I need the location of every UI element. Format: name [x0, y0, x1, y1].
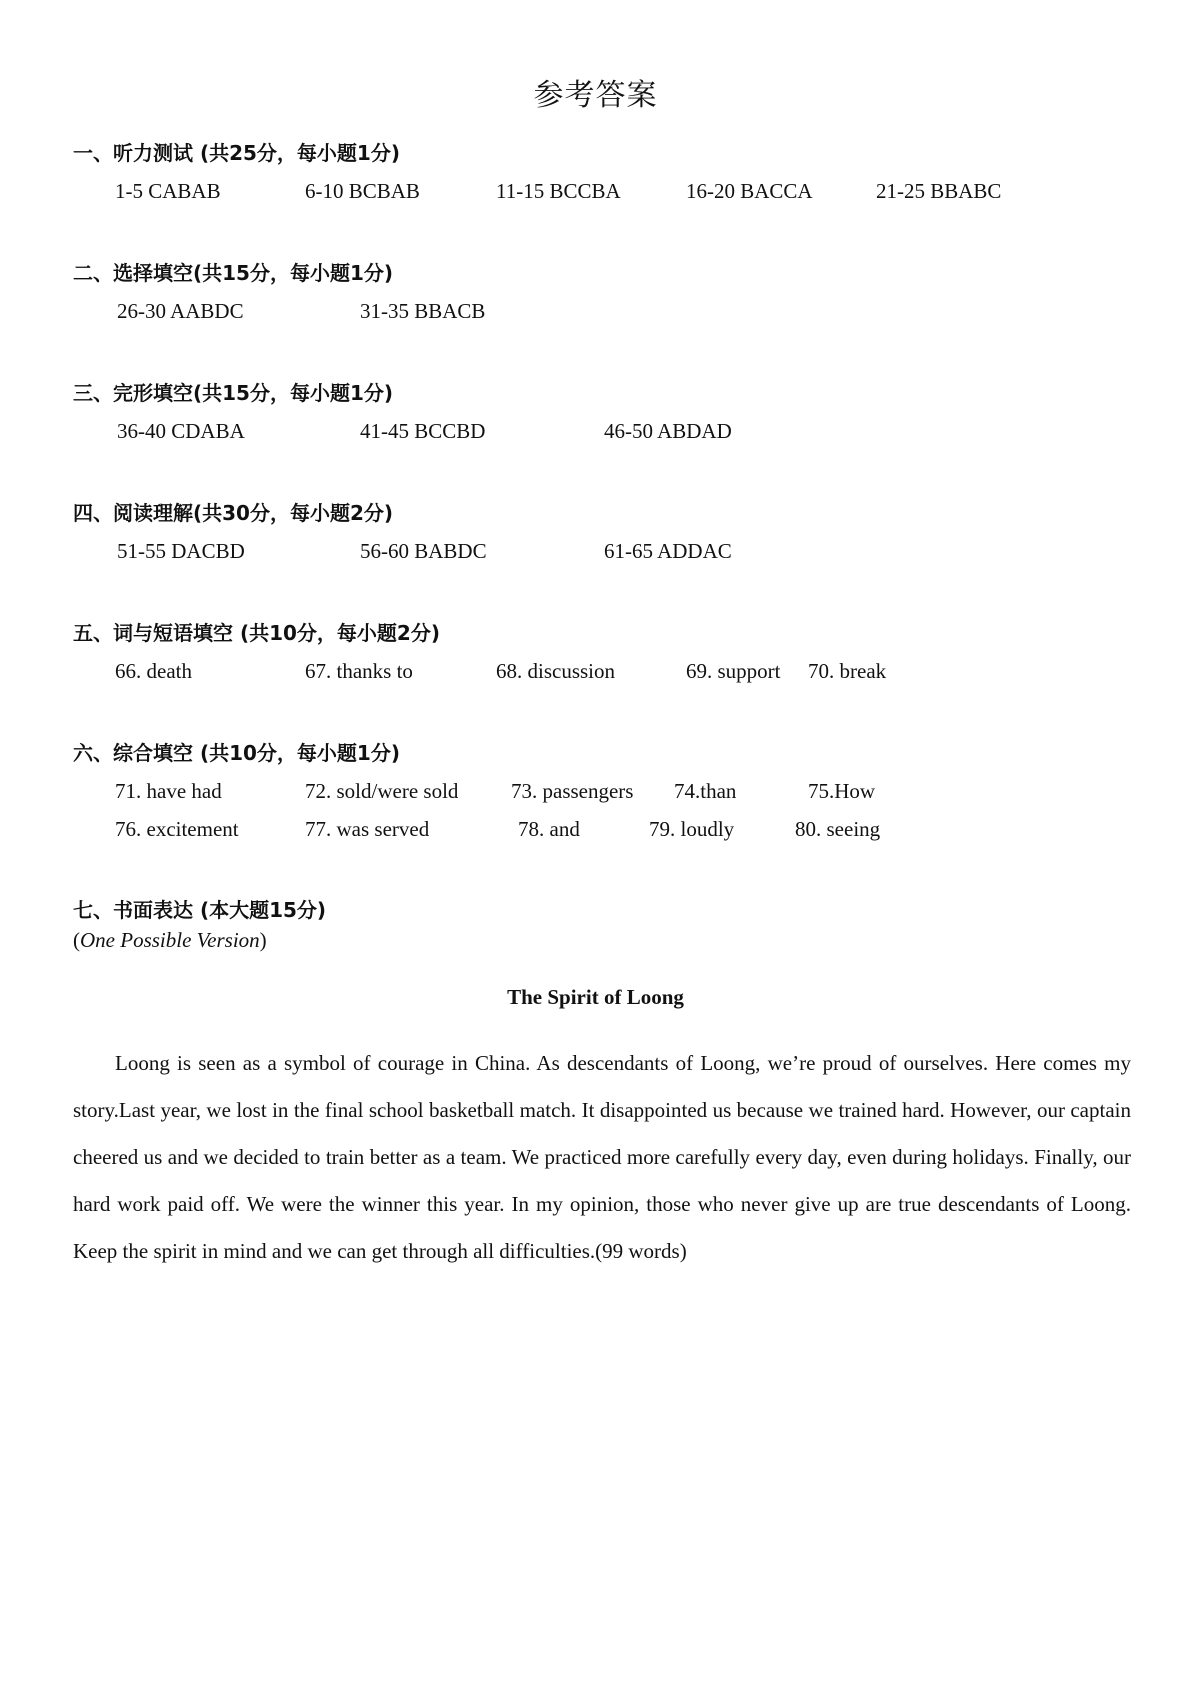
section-heading-listening: 一、听力测试 (共25分，每小题1分)	[73, 141, 400, 165]
answer-cell: 73. passengers	[511, 779, 634, 803]
answer-cell: 46-50 ABDAD	[604, 419, 732, 443]
answer-cell: 36-40 CDABA	[117, 419, 245, 443]
answer-cell: 80. seeing	[795, 817, 881, 841]
answer-cell: 77. was served	[305, 817, 430, 841]
version-note-text: One Possible Version	[80, 928, 260, 952]
answer-cell: 69. support	[686, 659, 781, 683]
answer-cell: 79. loudly	[649, 817, 735, 841]
answer-row	[0, 179, 1191, 207]
answer-row	[0, 659, 1191, 687]
answer-cell: 51-55 DACBD	[117, 539, 245, 563]
answer-cell: 74.than	[674, 779, 737, 803]
answer-cell: 6-10 BCBAB	[305, 179, 420, 203]
answer-cell: 61-65 ADDAC	[604, 539, 732, 563]
answer-cell: 78. and	[518, 817, 580, 841]
answer-cell: 71. have had	[115, 779, 222, 803]
answer-row	[0, 779, 1191, 807]
answer-cell: 56-60 BABDC	[360, 539, 487, 563]
essay-title: The Spirit of Loong	[507, 985, 684, 1009]
section-heading-multiple-choice: 二、选择填空(共15分，每小题1分)	[73, 261, 394, 285]
answer-cell: 11-15 BCCBA	[496, 179, 621, 203]
answer-cell: 41-45 BCCBD	[360, 419, 486, 443]
answer-cell: 70. break	[808, 659, 887, 683]
section-heading-comprehensive-fill: 六、综合填空 (共10分，每小题1分)	[73, 741, 400, 765]
answer-cell: 1-5 CABAB	[115, 179, 221, 203]
answer-cell: 68. discussion	[496, 659, 616, 683]
version-note-open: (	[73, 928, 80, 952]
answer-cell: 31-35 BBACB	[360, 299, 486, 323]
answer-row	[0, 419, 1191, 447]
page-title: 参考答案	[533, 78, 658, 113]
answer-cell: 76. excitement	[115, 817, 239, 841]
answer-cell: 66. death	[115, 659, 192, 683]
answer-cell: 26-30 AABDC	[117, 299, 244, 323]
section-heading-cloze: 三、完形填空(共15分，每小题1分)	[73, 381, 394, 405]
answer-cell: 16-20 BACCA	[686, 179, 813, 203]
answer-cell: 72. sold/were sold	[305, 779, 459, 803]
version-note	[73, 928, 267, 953]
section-heading-writing: 七、书面表达 (本大题15分)	[73, 898, 327, 922]
answer-cell: 75.How	[808, 779, 876, 803]
essay-body: Loong is seen as a symbol of courage in China. As descendants of Loong, we’re proud of ourselves. Here comes my story.Last year, we lost in the final school basketball match. It disappointed us because we trained hard. However, our captain cheered us and we decided to train better as a team. We practiced more carefully every day, even during holidays. Finally, our hard work paid off. We were the winner this year. In my opinion, those who never give up are true descendants of Loong. Keep the spirit in mind and we can get through all difficulties.(99 words)	[73, 1051, 1131, 1263]
answer-row	[0, 299, 1191, 327]
section-heading-word-fill: 五、词与短语填空 (共10分，每小题2分)	[73, 621, 440, 645]
version-note-close: )	[259, 928, 267, 952]
answer-row	[0, 817, 1191, 845]
answer-cell: 21-25 BBABC	[876, 179, 1002, 203]
answer-cell: 67. thanks to	[305, 659, 413, 683]
answer-row	[0, 539, 1191, 567]
section-heading-reading: 四、阅读理解(共30分，每小题2分)	[73, 501, 394, 525]
